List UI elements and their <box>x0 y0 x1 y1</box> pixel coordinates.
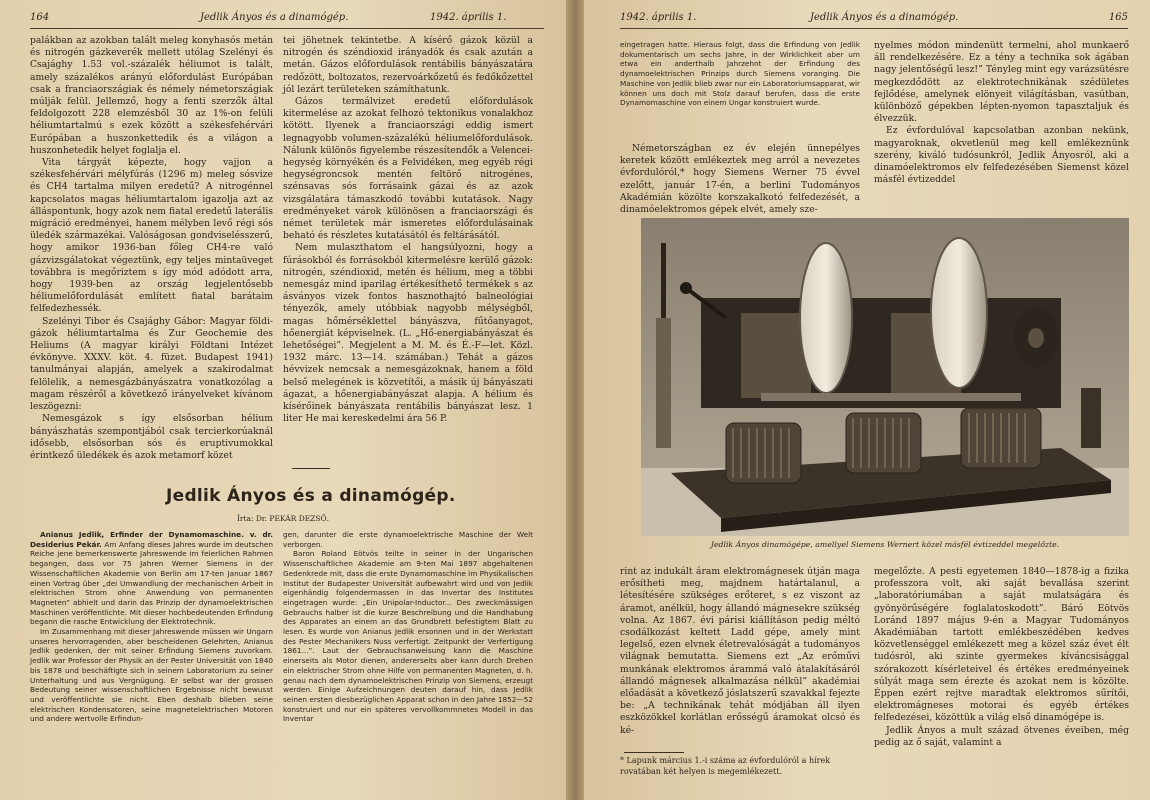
german-lead: Anianus Jedlik, Erfinder der Dynamomaschine. v. dr. Desiderius Pekár. <box>30 530 273 549</box>
byline: Írta: Dr. PEKÁR DEZSŐ. <box>236 514 330 523</box>
paragraph: palákban az azokban talált meleg konyhasós metán és nitrogén gázkeverék mellett utólag Szelényi és Csajághy 1.53 vol.-százalék héliumot is talált, amely százalékos arányú előfordulást Európában csak a franciaországiak és némely németországiak múlják felül. Jellemző, hogy a fenti szerzők által feldolgozott 228 elemzésből 30 az 1%-on felüli héliumtartalmú s ezek között a székesfehérvári Európában a huszonkettedik és a világon a huszonhetedik helyet foglalja el. <box>30 35 273 156</box>
right-page-header <box>620 10 1128 29</box>
paragraph: Ez évfordulóval kapcsolatban azonban nekünk, magyaroknak, okvetlenül meg kell emlékeznünk szerény, kiváló tudósunkról, Jedlik Ányosról, aki a dinamóelektromos elv felfedezésében Siemenst közel másfél évtizeddel <box>874 125 1129 186</box>
footnote-rule <box>624 752 684 753</box>
paragraph: eingetragen hatte. Hieraus folgt, dass die Erfindung von Jedlik dokumentarisch um sechs Jahre, in der Wirklichkeit aber um etwa ein anderthalb Jahrzehnt der Erfindung des dynamoelektrischen Prinzips durch Siemens voranging. Die Maschine von Jedlik blieb zwar nur ein Laboratoriumsapparat, wir können uns doch mit Stolz darauf berufen, dass die erste Dynamomaschine von einem Ungar konstruiert wurde. <box>620 40 860 108</box>
dynamo-article-column-1 <box>620 566 860 737</box>
german-summary-column-1 <box>30 530 273 724</box>
paragraph: gen, darunter die erste dynamoelektrische Maschine der Welt verborgen. <box>283 530 533 549</box>
paragraph: tei jöhetnek tekintetbe. A kísérő gázok közül a nitrogén és széndioxid irányadók és csak azután a metán. Gázos előfordulások rentábilis bányászatára redőzött, boltozatos, rezervoárkőzetű és fedőkőzettel jól lezárt területeken számíthatunk. <box>283 35 533 95</box>
left-page-header <box>30 10 544 29</box>
page-number: 165 <box>1108 12 1128 23</box>
paragraph: Nem mulaszthatom el hangsúlyozni, hogy a fúrásokból és forrásokból kitermelésre kerülő gázok: nitrogén, széndioxid, metén és hélium, meg a többi nemesgáz mind iparilag értékesíthető termékek s az ásványos vizek fontos hasznothajtó balneológiai tényezők, amely utóbbiak nagyobb mélységből, magas hőmérséklettel bányászva, fűtőanyagot, hőenergiát képviselnek. (L. „Hő-energiabányászat és lehetőségei”. Megjelent a M. M. és É.-F—let. Közl. 1932 márc. 13—14. számában.) Tehát a gázos hévvizek nemcsak a nemesgázoknak, hanem a föld belső melegének is közvetítői, a másik új bányászati ágazat, a hőenergiabányászat alapja. A hélium és kísérőinek bányászata rentábilis bányászat lesz. 1 liter He mai kereskedelmi ára 56 P. <box>283 242 533 425</box>
paragraph: Németországban ez év elején ünnepélyes keretek között emlékeztek meg arról a nevezetes évfordulóról,* hogy Siemens Werner 75 évvel ezelőtt, január 17-én, a berlini Tudományos Akadémián közölte korszakalkotó felfedezését, a dinamóelektromos gépek elvét, amely sze- <box>620 143 860 216</box>
dynamo-machine-photo <box>641 218 1129 536</box>
right-page <box>584 0 1150 800</box>
paragraph-text: Am Anfang dieses Jahres wurde im deutschen Reiche jene bemerkenswerte Jahreswende im feierlichen Rahmen begangen, dass vor 75 Jahren Werner Siemens in der Wissenschaftlichen Akademie von Berlin am 17-ten Januar 1867 einen Vortrag über „dei Umwandlung der mechanischen Arbeit in elektrischen Strom ohne Anwendung von permanenten Magneten” abhielt und darin das Prinzip der dynamoelektrischen Maschinen veröffentlichte. Mit dieser hochbedeutenden Erfindung begann die rasche Entwicklung der Elektrotechnik. <box>30 539 273 627</box>
running-title: Jedlik Ányos és a dinamógép. <box>200 12 349 23</box>
german-summary-continued <box>620 40 860 108</box>
paragraph: megelőzte. A pesti egyetemen 1840—1878-ig a fizika professzora volt, aki saját bevallása szerint „laboratóriumában a saját mulatságára és gyönyörűségére foglalatoskodott”. Báró Eötvös Loránd 1897 május 9-én a Magyar Tudományos Akadémiában tartott emlékbeszédében kedves közvetlenséggel emlékezett meg a közel száz évet élt tudósról, aki szinte gyermekes kíváncsisággal szórakozott kísérleteivel és értékes eredményeinek súlyát maga sem érezte és azokat nem is közölte. Éppen ezért rejtve maradtak elektromos sűrítői, elektromágneses motorai és egyéb értékes felfedezései, közöttük a világ első dinamógépe is. <box>874 566 1129 724</box>
paragraph: rint az indukált áram elektromágnesek útján maga erősítheti meg, majdnem határtalanul, a létesítésére szükséges erőteret, s ez viszont az áramot, anélkül, hogy állandó mágnesekre szükség volna. Az 1867. évi párisi kiállításon pedig méltó csodálkozást keltett Ladd gépe, amely mint legelső, ezen elvnek életrevalóságát a tudományos világnak bemutatta. Siemens ezt „Az erőművi munkának elektromos árammá való átalakításáról állandó mágnesek alkalmazása nélkül” akadémiai előadását a következő jóslatszerű szavakkal fejezte be: „A technikának tehát módjában áll ilyen eszközökkel korlátlan erősségű áramokat olcsó és ké- <box>620 566 860 736</box>
photo-caption: Jedlik Ányos dinamógépe, amellyel Siemens Wernert közel másfél évtizeddel megelőzte. <box>710 540 1060 549</box>
footnote: * Lapunk március 1.-i száma az évfordulóról a hírek rovatában két helyen is megemlékezett. <box>620 756 831 776</box>
issue-date: 1942. április 1. <box>620 12 697 23</box>
running-title: Jedlik Ányos és a dinamógép. <box>810 12 959 23</box>
left-page <box>0 0 566 800</box>
page-number: 164 <box>30 12 50 23</box>
paragraph: Nemesgázok s így elsősorban hélium bányászhatás szempontjából csak tercierkorúaknál idősebb, elsősorban sós és eruptivumokkal érintkező üledékek és azok metamorf közet <box>30 413 273 461</box>
issue-date: 1942. április 1. <box>430 12 507 23</box>
paragraph: Vita tárgyát képezte, hogy vajjon a székesfehérvári mélyfúrás (1296 m) meleg sósvize és CH4 tartalma milyen eredetű? A nitrogénnel kapcsolatos magas héliumtartalom igazolja azt az álláspontunk, hogy azok nem fiatal eredetű laterális migráció eredményei, hanem mélyben levő régi sós üledék származékai. Valóságosan gondviselésszerű, hogy amikor 1936-ban főleg CH4-re való gázvizsgálatokat végeztünk, egy teljes mintaüveget továbbra is megőriztem s így mód adódott arra, hogy 1939-ben az ország legjelentősebb héliumelőfordulását említett fiatal barátaim felfedezhessék. <box>30 157 273 315</box>
german-summary-column-2 <box>283 530 533 724</box>
dynamo-article-column-2 <box>874 566 1129 749</box>
paragraph: Szelényi Tibor és Csajághy Gábor: Magyar földi-gázok héliumtartalma és Zur Geochemie des Heliums (A magyar királyi Földtani Intézet évkönyve. XXXV. köt. 4. füzet. Budapest 1941) tanulmányai alapján, amelyek a szakirodalmat felölelik, a nemesgázbányászatra vonatkozólag a magam részéről a következő irányelveket kívánom leszögezni: <box>30 315 273 413</box>
dynamo-article-intro-column-1 <box>620 143 860 216</box>
helium-article-column-1 <box>30 35 273 462</box>
paragraph: Im Zusammenhang mit dieser Jahreswende müssen wir Ungarn unseres hervorragenden, aber bescheidenen Gelehrten, Anianus Jedlik gedenken, der mit seiner Erfindung Siemens zuvorkam. Jedlik war Professor der Physik an der Pester Universität von 1840 bis 1878 und beschäftigte sich in seinem Laboratorium zu seiner Unterhaltung und aus Vergnügung. Er selbst war der grossen Bedeutung seiner wissenschaftlichen Ergebnisse nicht bewusst und veröffentlichte sie nicht. Eben deshalb blieben seine elektrischen Kondensatoren, seine magnetelektrischen Motoren und andere wertvolle Erfindun- <box>30 627 273 724</box>
paragraph: nyelmes módon mindenütt termelni, ahol munkaerő áll rendelkezésére. Ez a tény a technika sok ágában nagy jelentőségű lesz!” Tényleg mint egy varázsütésre megkezdődött az elektrotechnikának szédületes fejlődése, amelynek elönyeit világításban, vasútban, különböző gépekben lépten-nyomon tapasztaljuk és élvezzük. <box>874 40 1129 125</box>
end-rule <box>292 468 330 469</box>
helium-article-column-2 <box>283 35 533 426</box>
paragraph <box>30 530 273 627</box>
paragraph: Gázos termálvizet eredetű előfordulások kitermelése az azokat felhozó tektonikus vonalakhoz kötött. Ilyenek a franciaországi eddig ismert legnagyobb volumen-százalékú héliumelőfordulások. Nálunk különös figyelembe részesítendők a Velencei-hegység környékén és a Felvidéken, meg egyéb régi hegységroncsok mentén feltörő nitrogénes, szénsavas sós forrásaink gázai és az azok vizsgálatára támaszkodó további kutatások. Nagy eredményeket várok különösen a franciaországi és német területek már ismeretes előfordulásainak beható és részletes kutatásától és feltárásától. <box>283 96 533 242</box>
paragraph: Baron Roland Eötvös teilte in seiner in der Ungarischen Wissenschaftlichen Akademie am 9-ten Mai 1897 abgehaltenen Gedenkrede mit, dass die erste Dynamomaschine im Physikalischen Institut der Budapester Universität aufbewahrt wird und von Jedlik eigenhändig folgendermassen in das Invertar des Institutes eingetragen wurde: „Ein Unipolar-Inductor... Des zweckmässigen Gebrauchs halber ist die kurze Beschreibung und die Handhabung des Apparates an einem an das Grundbrett befestigtem Blatt zu lesen. Es wurde von Anianus Jedlik ersonnen und in der Werkstatt des Pester Mechanikers Nuss verfertigt. Zeitpunkt der Verfertigung 1861...”. Laut der Gebrauchsanweisung kann die Maschine einerseits als Motor dienen, andererseits aber kann durch Drehen ein elektrischer Strom ohne Hilfe von permanenten Magneten, d. h. genau nach dem dynamoelektrischen Prinzip von Siemens, erzeugt werden. Einige Aufzeichnungen deuten darauf hin, dass Jedlik seinen ersten diesbezüglichen Apparat schon in den Jahre 1852—52 konstruiert und nur ein späteres vervollkommnetes Modell in das Inventar <box>283 549 533 724</box>
dynamo-article-intro-column-2 <box>874 40 1129 186</box>
article-title: Jedlik Ányos és a dinamógép. <box>166 486 456 506</box>
paragraph: Jedlik Ányos a mult század ötvenes éveiben, még pedig az ő saját, valamint a <box>874 724 1129 748</box>
book-gutter <box>566 0 584 800</box>
